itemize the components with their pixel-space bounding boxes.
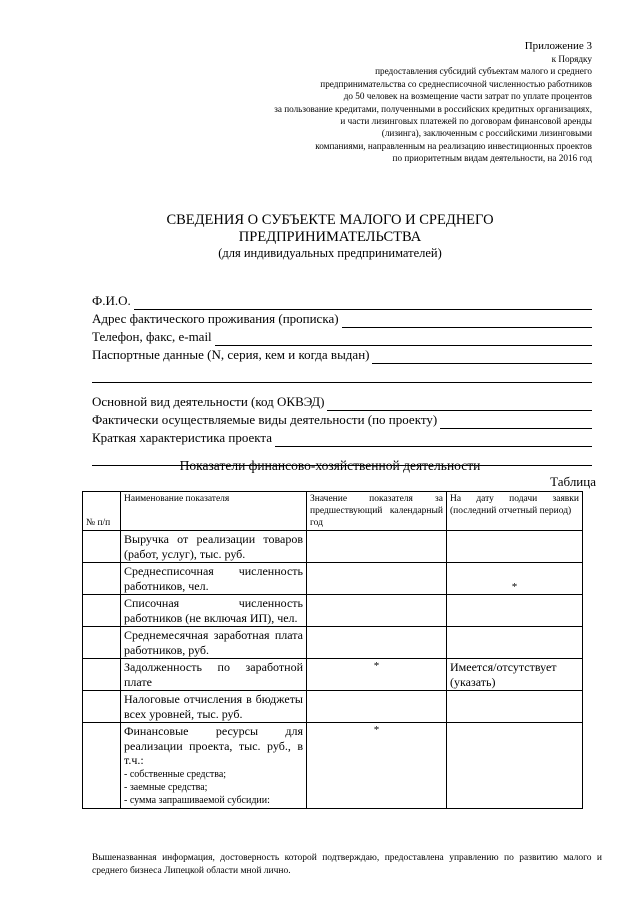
passport-blank[interactable] xyxy=(372,350,592,364)
row-name: Финансовые ресурсы для реализации проекта, тыс. руб., в т.ч.: xyxy=(124,724,303,767)
fio-label: Ф.И.О. xyxy=(92,293,131,308)
phone-field[interactable] xyxy=(92,328,592,346)
appendix-line: Приложение 3 xyxy=(524,40,592,52)
project-field[interactable] xyxy=(92,429,592,447)
phone-label: Телефон, факс, e-mail xyxy=(92,329,212,344)
row-num-cell xyxy=(83,627,121,659)
passport-label: Паспортные данные (N, серия, кем и когда выдан) xyxy=(92,347,370,362)
table-label: Таблица xyxy=(550,474,596,489)
footer-statement: Вышеназванная информация, достоверность которой подтверждаю, предоставлена управлению по развитию малого и среднего бизнеса Липецкой области мной лично. xyxy=(92,853,602,876)
row-name-cell xyxy=(121,723,307,809)
table-row xyxy=(83,627,583,659)
row-name: Среднесписочная численность работников, чел. xyxy=(121,563,307,595)
table-header-row xyxy=(83,492,583,531)
entrepreneur-fields xyxy=(92,292,592,466)
row-current-cell[interactable] xyxy=(447,595,583,627)
row-name: Выручка от реализации товаров (работ, услуг), тыс. руб. xyxy=(121,531,307,563)
title-line-1: СВЕДЕНИЯ О СУБЪЕКТЕ МАЛОГО И СРЕДНЕГО xyxy=(166,212,494,228)
appendix-line: по приоритетным видам деятельности, на 2016 год xyxy=(392,153,592,164)
table-row xyxy=(83,723,583,809)
header-current: На дату подачи заявки (последний отчетный период) xyxy=(447,492,583,531)
fio-blank[interactable] xyxy=(134,296,592,310)
table-row xyxy=(83,595,583,627)
appendix-line: компаниями, направленным на реализацию инвестиционных проектов xyxy=(315,140,592,151)
row-prev-cell[interactable]: * xyxy=(307,723,447,809)
title-subtitle: (для индивидуальных предпринимателей) xyxy=(218,246,442,260)
appendix-line: предпринимательства со среднесписочной численностью работников xyxy=(320,78,592,89)
row-prev-cell[interactable] xyxy=(307,691,447,723)
activity-blank[interactable] xyxy=(327,397,592,411)
row-prev-cell[interactable] xyxy=(307,531,447,563)
row-num-cell xyxy=(83,723,121,809)
actual-activity-blank[interactable] xyxy=(440,415,592,429)
appendix-line: и части лизинговых платежей по договорам финансовой аренды xyxy=(340,116,592,127)
table-row xyxy=(83,659,583,691)
row-current-cell[interactable] xyxy=(447,691,583,723)
document-title xyxy=(60,212,600,262)
address-blank[interactable] xyxy=(342,314,592,328)
table-row xyxy=(83,691,583,723)
row-prev-cell[interactable] xyxy=(307,627,447,659)
row-prev-cell[interactable]: * xyxy=(307,659,447,691)
subitem-subsidy-amount: - сумма запрашиваемой субсидии: xyxy=(124,794,270,806)
table-row xyxy=(83,563,583,595)
project-label: Краткая характеристика проекта xyxy=(92,430,273,445)
actual-activity-label: Фактически осуществляемые виды деятельности (по проекту) xyxy=(92,412,438,427)
appendix-line: за пользование кредитами, полученными в российских кредитных организациях, xyxy=(274,103,592,114)
financial-table xyxy=(82,491,583,809)
row-current-cell[interactable] xyxy=(447,627,583,659)
title-line-2: ПРЕДПРИНИМАТЕЛЬСТВА xyxy=(238,228,422,245)
appendix-line: до 50 человек на возмещение части затрат по уплате процентов xyxy=(343,91,592,102)
activity-label: Основной вид деятельности (код ОКВЭД) xyxy=(92,394,325,409)
row-num-cell xyxy=(83,531,121,563)
row-num-cell xyxy=(83,595,121,627)
row-num-cell xyxy=(83,659,121,691)
address-label: Адрес фактического проживания (прописка) xyxy=(92,311,339,326)
subitem-own-funds: - собственные средства; xyxy=(124,768,227,780)
row-prev-cell[interactable] xyxy=(307,595,447,627)
row-current-cell[interactable] xyxy=(447,531,583,563)
phone-blank[interactable] xyxy=(215,332,592,346)
appendix-header xyxy=(172,40,592,165)
header-num: № п/п xyxy=(83,492,121,531)
row-name: Списочная численность работников (не включая ИП), чел. xyxy=(121,595,307,627)
passport-blank-line[interactable] xyxy=(92,364,592,383)
row-prev-cell[interactable] xyxy=(307,563,447,595)
subitem-borrowed-funds: - заемные средства; xyxy=(124,781,208,793)
project-blank[interactable] xyxy=(275,433,592,447)
table-row xyxy=(83,531,583,563)
row-current-cell[interactable]: Имеется/отсутствует (указать) xyxy=(447,659,583,691)
table-title: Показатели финансово-хозяйственной деятельности xyxy=(179,458,481,473)
row-name: Налоговые отчисления в бюджеты всех уровней, тыс. руб. xyxy=(121,691,307,723)
header-prev: Значение показателя за предшествующий календарный год xyxy=(307,492,447,531)
actual-activity-field[interactable] xyxy=(92,411,592,429)
row-num-cell xyxy=(83,563,121,595)
row-num-cell xyxy=(83,691,121,723)
appendix-line: (лизинга), заключенным с российскими лизинговыми xyxy=(381,128,592,139)
passport-field[interactable] xyxy=(92,346,592,364)
header-name: Наименование показателя xyxy=(121,492,307,531)
row-current-cell[interactable]: * xyxy=(447,563,583,595)
appendix-line: к Порядку xyxy=(551,54,592,64)
address-field[interactable] xyxy=(92,310,592,328)
appendix-line: предоставления субсидий субъектам малого и среднего xyxy=(375,66,592,77)
fio-field[interactable] xyxy=(92,292,592,310)
row-name: Задолженность по заработной плате xyxy=(121,659,307,691)
row-current-cell[interactable] xyxy=(447,723,583,809)
row-name: Среднемесячная заработная плата работников, руб. xyxy=(121,627,307,659)
activity-field[interactable] xyxy=(92,393,592,411)
